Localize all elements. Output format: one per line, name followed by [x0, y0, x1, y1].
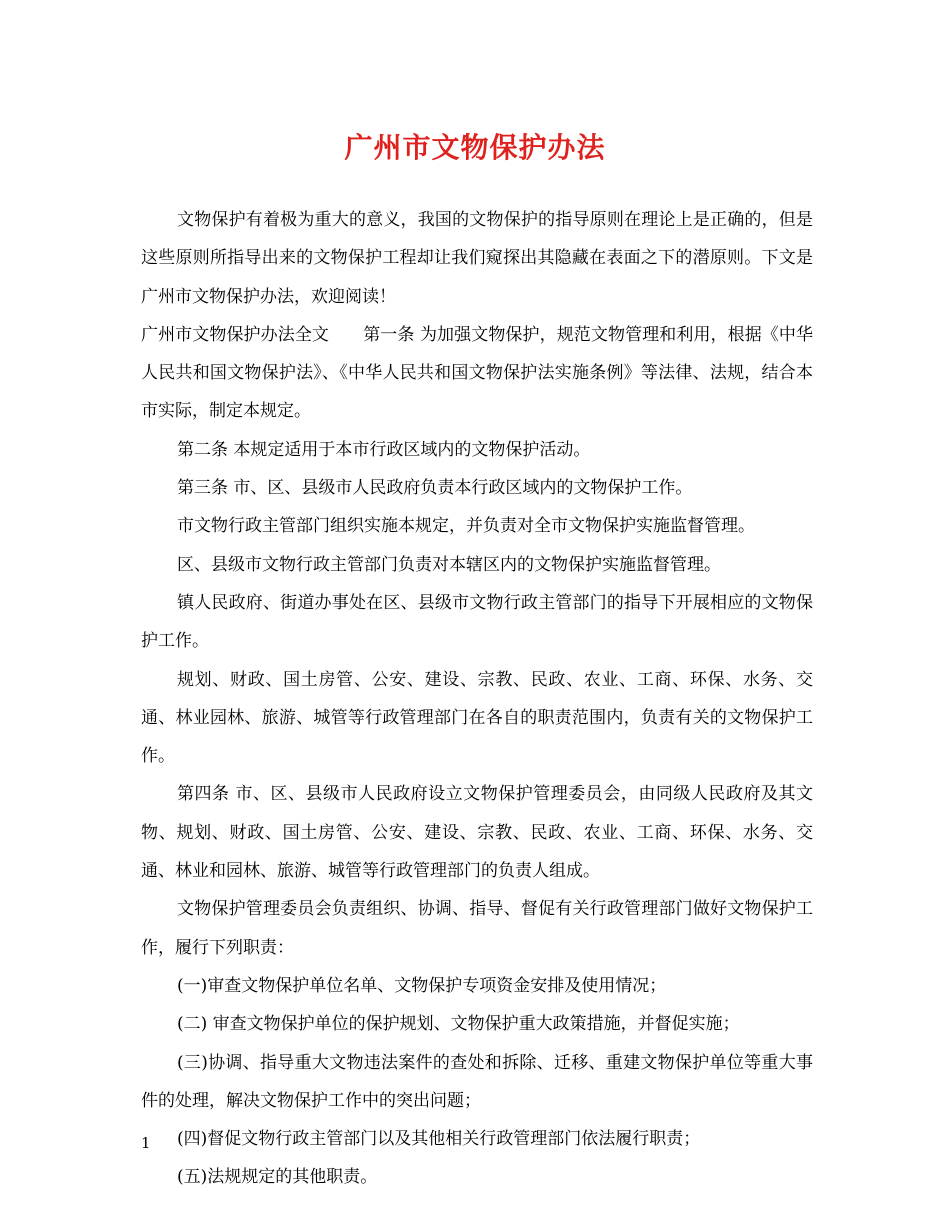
- paragraph: (一)审查文物保护单位名单、文物保护专项资金安排及使用情况；: [177, 975, 667, 996]
- paragraph: 第三条 市、区、县级市人民政府负责本行政区域内的文物保护工作。: [177, 478, 693, 499]
- paragraph: (三)协调、指导重大文物违法案件的查处和拆除、迁移、重建文物保护单位等重大事件的处理，解决文物保护工作中的突出问题；: [141, 1052, 813, 1111]
- paragraph: 镇人民政府、街道办事处在区、县级市文物行政主管部门的指导下开展相应的文物保护工作。: [141, 592, 813, 652]
- paragraph: (二) 审查文物保护单位的保护规划、文物保护重大政策措施，并督促实施；: [177, 1014, 740, 1035]
- paragraph: 广州市文物保护办法全文 第一条 为加强文物保护，规范文物管理和利用，根据《中华人民共和国文物保护法》、《中华人民共和国文物保护法实施条例》等法律、法规，结合本市实际，制定本规定。: [141, 324, 813, 422]
- page-number: 1: [141, 1134, 151, 1152]
- paragraph: 市文物行政主管部门组织实施本规定，并负责对全市文物保护实施监督管理。: [177, 516, 755, 537]
- paragraph: 文物保护有着极为重大的意义，我国的文物保护的指导原则在理论上是正确的，但是这些原则所指导出来的文物保护工程却让我们窥探出其隐藏在表面之下的潜原则。下文是广州市文物保护办法，欢迎阅读！: [141, 210, 813, 307]
- paragraph: 第四条 市、区、县级市人民政府设立文物保护管理委员会，由同级人民政府及其文物、规划、财政、国土房管、公安、建设、宗教、民政、农业、工商、环保、水务、交通、林业和园林、旅游、城管等行政管理部门的负责人组成。: [141, 784, 813, 882]
- document-body: [141, 201, 813, 1197]
- paragraph: 文物保护管理委员会负责组织、协调、指导、督促有关行政管理部门做好文物保护工作，履行下列职责：: [141, 899, 813, 958]
- paragraph: 区、县级市文物行政主管部门负责对本辖区内的文物保护实施监督管理。: [177, 554, 721, 575]
- paragraph: 第二条 本规定适用于本市行政区域内的文物保护活动。: [177, 439, 591, 460]
- paragraph: 规划、财政、国土房管、公安、建设、宗教、民政、农业、工商、环保、水务、交通、林业园林、旅游、城管等行政管理部门在各自的职责范围内，负责有关的文物保护工作。: [141, 669, 813, 767]
- paragraph: (四)督促文物行政主管部门以及其他相关行政管理部门依法履行职责；: [177, 1129, 701, 1150]
- document-title: 广州市文物保护办法: [344, 131, 606, 164]
- paragraph: (五)法规规定的其他职责。: [177, 1167, 378, 1188]
